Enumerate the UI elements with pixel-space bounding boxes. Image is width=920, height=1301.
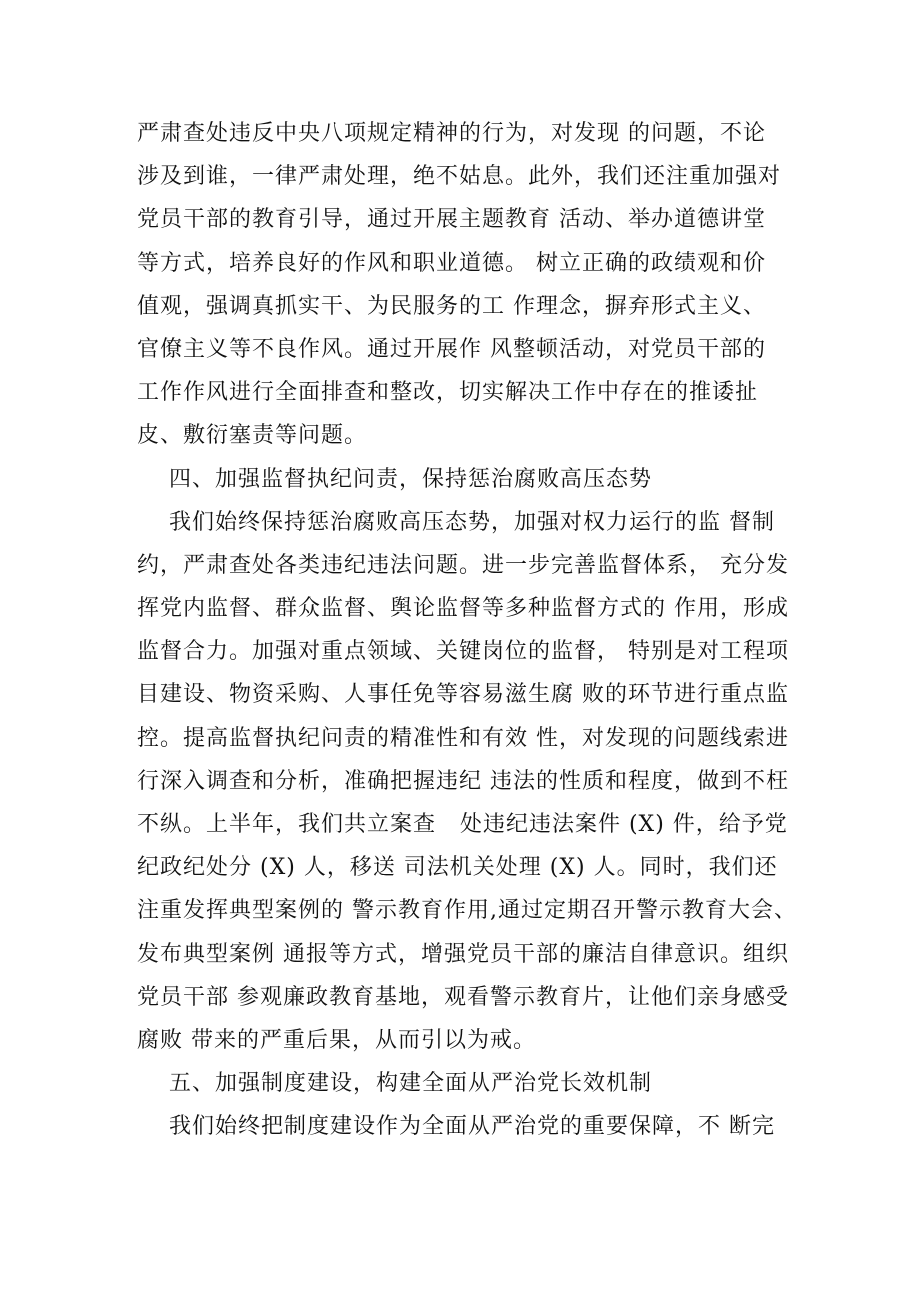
body-line: 腐败 带来的严重后果，从而引以为戒。 bbox=[137, 1027, 536, 1053]
body-line: 控。提高监督执纪问责的精准性和有效 性，对发现的问题线索进 bbox=[137, 725, 789, 751]
body-line: 行深入调查和分析，准确把握违纪 违法的性质和程度，做到不枉 bbox=[137, 768, 789, 794]
body-line: 发布典型案例 通报等方式，增强党员干部的廉洁自律意识。组织 bbox=[137, 941, 789, 967]
body-line: 我们始终保持惩治腐败高压态势，加强对权力运行的监 督制 bbox=[137, 509, 775, 535]
body-line: 皮、敷衍塞责等问题。 bbox=[137, 423, 368, 449]
document-body bbox=[137, 112, 797, 1149]
body-line: 我们始终把制度建设作为全面从严治党的重要保障，不 断完 bbox=[137, 1114, 775, 1140]
body-line: 监督合力。加强对重点领域、关键岗位的监督， 特别是对工程项 bbox=[137, 639, 789, 665]
body-line: 不纵。上半年，我们共立案查 处违纪违法案件 (X) 件，给予党 bbox=[137, 812, 788, 837]
body-line: 等方式，培养良好的作风和职业道德。 树立正确的政绩观和价 bbox=[137, 250, 766, 276]
body-line: 目建设、物资采购、人事任免等容易滋生腐 败的环节进行重点监 bbox=[137, 682, 789, 708]
body-line: 党员干部 参观廉政教育基地，观看警示教育片，让他们亲身感受 bbox=[137, 984, 789, 1010]
body-line: 涉及到谁，一律严肃处理，绝不姑息。此外，我们还注重加强对 bbox=[137, 164, 782, 190]
body-line: 严肃查处违反中央八项规定精神的行为，对发现 的问题，不论 bbox=[137, 121, 766, 146]
body-line: 挥党内监督、群众监督、舆论监督等多种监督方式的 作用，形成 bbox=[137, 596, 789, 622]
section-heading-4: 四、加强监督执纪问责，保持惩治腐败高压态势 bbox=[137, 466, 652, 492]
body-line: 党员干部的教育引导，通过开展主题教育 活动、举办道德讲堂 bbox=[137, 207, 766, 233]
body-line: 约，严肃查处各类违纪违法问题。进一步完善监督体系， 充分发 bbox=[137, 552, 789, 578]
body-line: 工作作风进行全面排查和整改，切实解决工作中存在的推诿扯 bbox=[137, 380, 759, 406]
body-line: 注重发挥典型案例的 警示教育作用,通过定期召开警示教育大会、 bbox=[137, 898, 797, 924]
body-line: 值观，强调真抓实干、为民服务的工 作理念，摒弃形式主义、 bbox=[137, 293, 766, 319]
section-heading-5: 五、加强制度建设，构建全面从严治党长效机制 bbox=[137, 1071, 652, 1097]
body-line: 纪政纪处分 (X) 人，移送 司法机关处理 (X) 人。同时，我们还 bbox=[137, 855, 778, 881]
body-line: 官僚主义等不良作风。通过开展作 风整顿活动，对党员干部的 bbox=[137, 336, 766, 362]
